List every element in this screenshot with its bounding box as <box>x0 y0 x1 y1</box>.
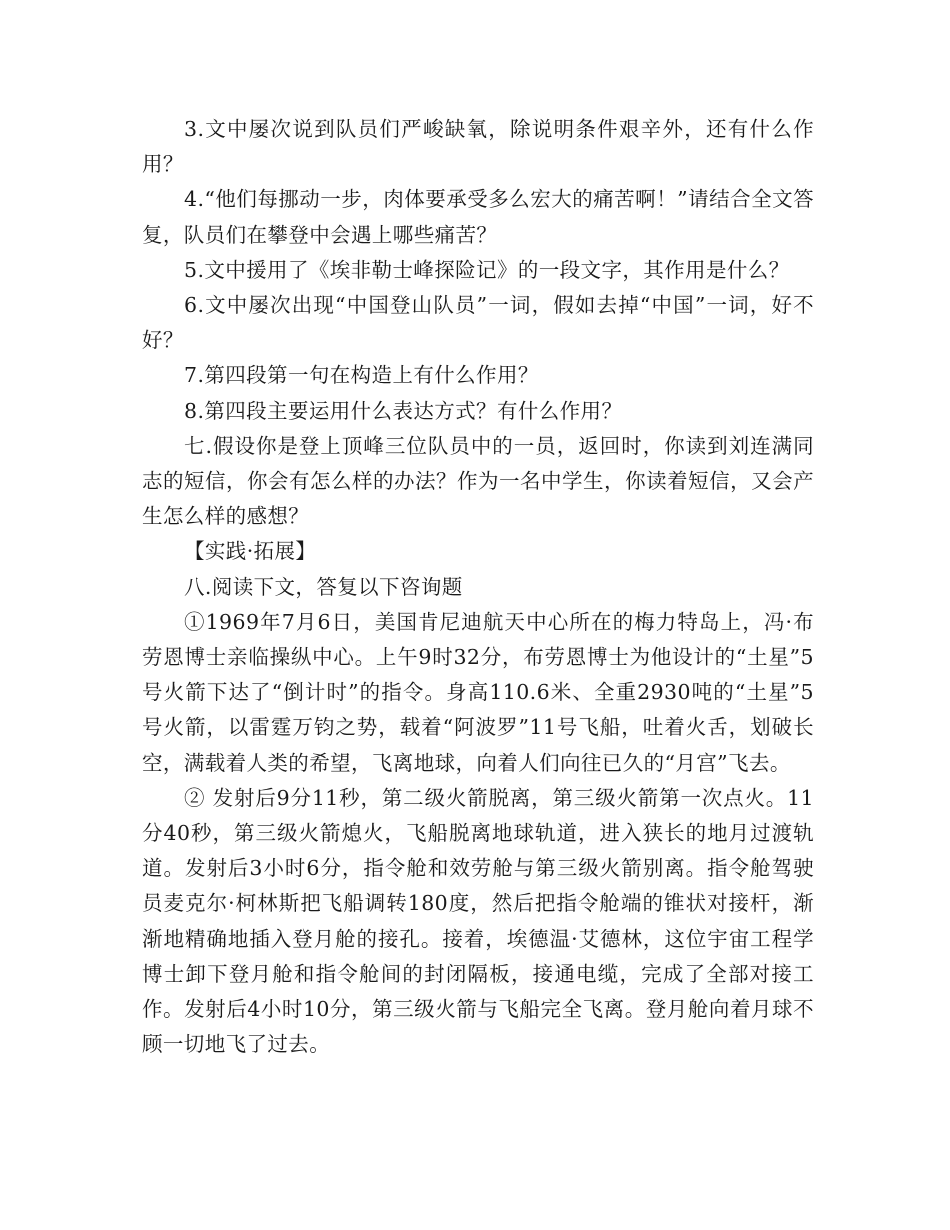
question-8: 8.第四段主要运用什么表达方式？有什么作用？ <box>184 398 623 423</box>
section-seven-question: 七.假设你是登上顶峰三位队员中的一员，返回时，你读到刘连满同志的短信，你会有怎么样的办法？作为一名中学生，你读着短信，又会产生怎么样的感想？ <box>142 433 814 529</box>
question-5: 5.文中援用了《埃非勒士峰探险记》的一段文字，其作用是什么？ <box>184 257 790 282</box>
question-4: 4.“他们每挪动一步，肉体要承受多么宏大的痛苦啊！”请结合全文答复，队员们在攀登中会遇上哪些痛苦？ <box>142 187 814 247</box>
document-body <box>142 112 814 1062</box>
question-6: 6.文中屡次出现“中国登山队员”一词，假如去掉“中国”一词，好不好？ <box>142 293 814 353</box>
question-3: 3.文中屡次说到队员们严峻缺氧，除说明条件艰辛外，还有什么作用？ <box>142 117 814 177</box>
section-eight-instruction: 八.阅读下文，答复以下咨询题 <box>184 574 463 599</box>
section-heading-practice: 【实践·拓展】 <box>184 539 317 564</box>
passage-paragraph-2: ② 发射后9分11秒，第二级火箭脱离，第三级火箭第一次点火。11分40秒，第三级火箭熄火，飞船脱离地球轨道，进入狭长的地月过渡轨道。发射后3小时6分，指令舱和效劳舱与第三级火箭别离。指令舱驾驶员麦克尔·柯林斯把飞船调转180度，然后把指令舱端的锥状对接杆，渐渐地精确地插入登月舱的接孔。接着，埃德温·艾德林，这位宇宙工程学博士卸下登月舱和指令舱间的封闭隔板，接通电缆，完成了全部对接工作。发射后4小时10分，第三级火箭与飞船完全飞离。登月舱向着月球不顾一切地飞了过去。 <box>142 785 814 1057</box>
question-7: 7.第四段第一句在构造上有什么作用？ <box>184 363 539 388</box>
passage-paragraph-1: ①1969年7月6日，美国肯尼迪航天中心所在的梅力特岛上，冯·布劳恩博士亲临操纵中心。上午9时32分，布劳恩博士为他设计的“土星”5号火箭下达了“倒计时”的指令。身高110.6米、全重2930吨的“土星”5号火箭，以雷霆万钧之势，载着“阿波罗”11号飞船，吐着火舌，划破长空，满载着人类的希望，飞离地球，向着人们向往已久的“月宫”飞去。 <box>142 609 814 775</box>
